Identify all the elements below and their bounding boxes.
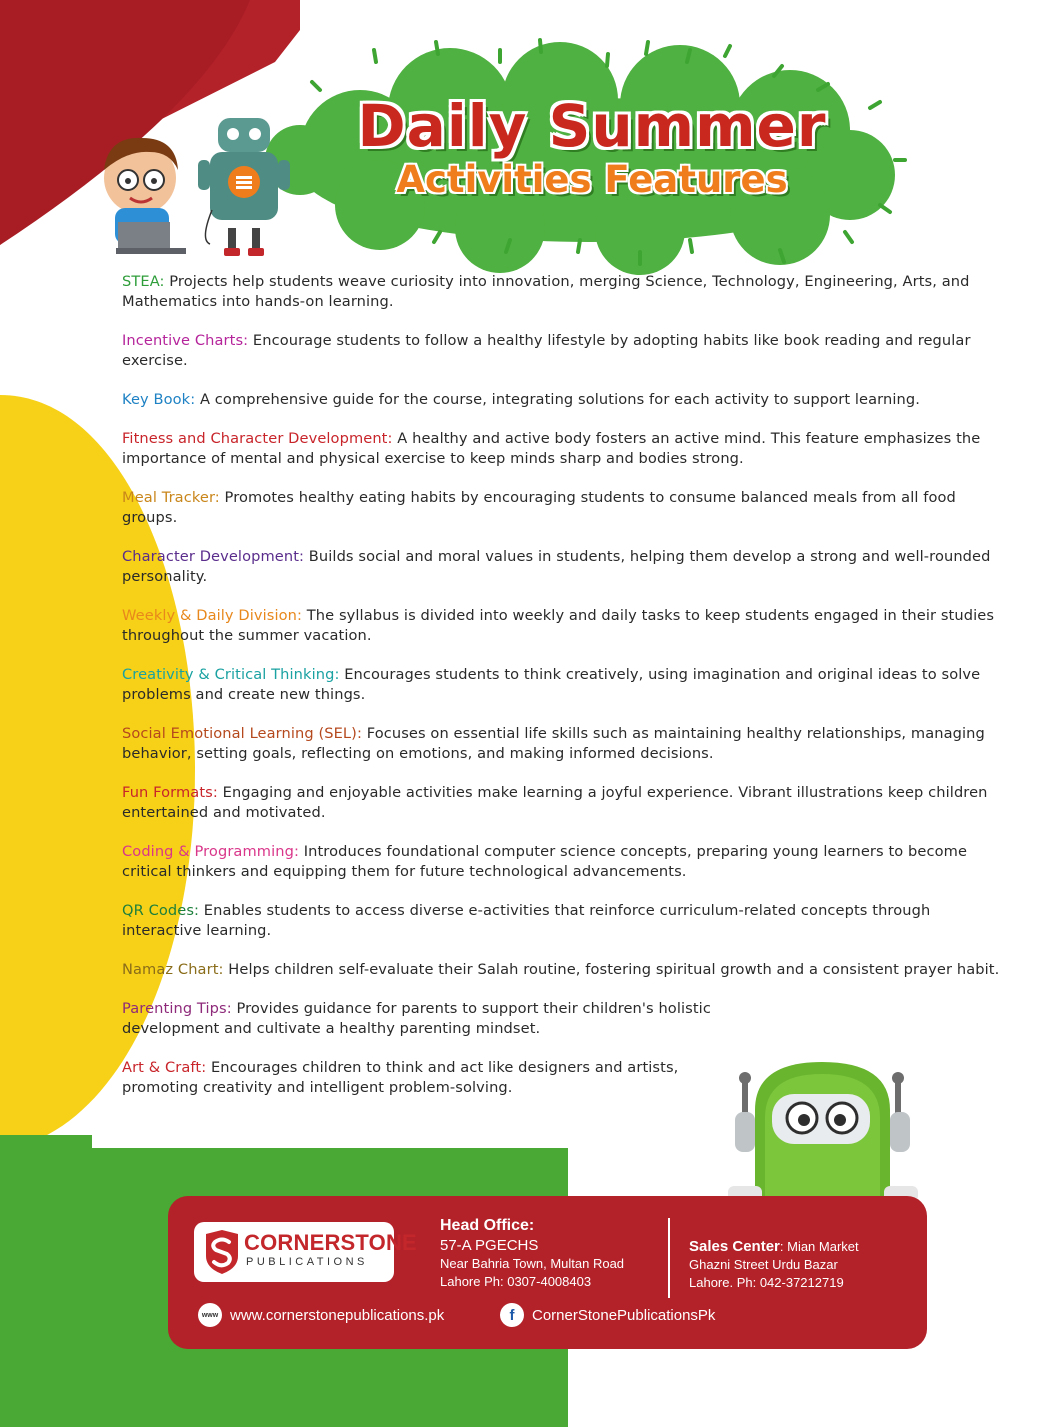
globe-icon: www — [198, 1303, 222, 1327]
sales-center — [689, 1238, 859, 1292]
feature-description: Builds social and moral values in students, helping them develop a strong and well-rounded personality. — [122, 548, 991, 585]
head-office — [440, 1216, 624, 1291]
feature-item — [122, 547, 1002, 587]
facebook-icon: f — [500, 1303, 524, 1327]
feature-name: Coding & Programming: — [122, 843, 299, 860]
feature-list — [122, 272, 1002, 1117]
feature-item — [122, 724, 1002, 764]
shield-logo-icon — [202, 1228, 242, 1276]
feature-item — [122, 429, 1002, 469]
feature-item — [122, 488, 1002, 528]
head-office-line-3: Lahore Ph: 0307-4008403 — [440, 1274, 592, 1289]
head-office-line-2: Near Bahria Town, Multan Road — [440, 1256, 625, 1271]
head-office-line-1: 57-A PGECHS — [440, 1237, 539, 1254]
feature-item — [122, 665, 1002, 705]
title-line-1: Daily Summer — [357, 92, 827, 160]
publisher-logo — [194, 1222, 417, 1282]
feature-description: Engaging and enjoyable activities make learning a joyful experience. Vibrant illustrations keep children entertained and motivated. — [122, 784, 988, 821]
footer-divider — [668, 1218, 670, 1298]
feature-name: Key Book: — [122, 391, 196, 408]
logo-subtext: PUBLICATIONS — [246, 1256, 368, 1268]
feature-item — [122, 1058, 742, 1098]
feature-name: Fun Formats: — [122, 784, 218, 801]
feature-name: STEA: — [122, 273, 165, 290]
feature-name: Incentive Charts: — [122, 332, 249, 349]
title-line-2: Activities Features — [396, 158, 788, 201]
feature-name: Art & Craft: — [122, 1059, 207, 1076]
feature-item — [122, 901, 1002, 941]
website-text[interactable]: www.cornerstonepublications.pk — [230, 1306, 445, 1324]
sales-center-line-2: Ghazni Street Urdu Bazar — [689, 1257, 838, 1272]
feature-description: A comprehensive guide for the course, integrating solutions for each activity to support learning. — [195, 391, 920, 408]
feature-description: Enables students to access diverse e-activities that reinforce curriculum-related concepts through interactive learning. — [122, 902, 931, 939]
website-link[interactable] — [198, 1303, 444, 1327]
feature-item — [122, 960, 1002, 980]
feature-name: Character Development: — [122, 548, 305, 565]
feature-description: Focuses on essential life skills such as maintaining healthy relationships, managing behavior, setting goals, reflecting on emotions, and making informed decisions. — [122, 725, 985, 762]
logo-text: CORNERSTONE — [244, 1230, 417, 1255]
feature-item — [122, 272, 1002, 312]
feature-item — [122, 606, 1002, 646]
feature-description: Promotes healthy eating habits by encouraging students to consume balanced meals from all food groups. — [122, 489, 956, 526]
feature-name: Social Emotional Learning (SEL): — [122, 725, 362, 742]
feature-description: The syllabus is divided into weekly and daily tasks to keep students engaged in their studies throughout the summer vacation. — [122, 607, 995, 644]
feature-description: A healthy and active body fosters an active mind. This feature emphasizes the importance of mental and physical exercise to keep minds sharp and bodies strong. — [122, 430, 981, 467]
feature-description: Encourages children to think and act like designers and artists, promoting creativity and intelligent problem-solving. — [122, 1059, 679, 1096]
title-block — [332, 92, 852, 202]
feature-description: Introduces foundational computer science concepts, preparing young learners to become critical thinkers and equipping them for future technological advancements. — [122, 843, 968, 880]
feature-name: Parenting Tips: — [122, 1000, 232, 1017]
feature-item — [122, 390, 1002, 410]
feature-description: Encourages students to think creatively, using imagination and original ideas to solve problems and create new things. — [122, 666, 981, 703]
boy-character — [104, 138, 186, 254]
feature-name: QR Codes: — [122, 902, 200, 919]
sales-center-line-1: : Mian Market — [779, 1239, 859, 1254]
sales-center-line-3: Lahore. Ph: 042-37212719 — [689, 1275, 844, 1290]
feature-description: Provides guidance for parents to support their children's holistic development and cultivate a healthy parenting mindset. — [122, 1000, 711, 1037]
head-office-label: Head Office: — [440, 1217, 535, 1234]
feature-name: Creativity & Critical Thinking: — [122, 666, 340, 683]
feature-name: Weekly & Daily Division: — [122, 607, 303, 624]
feature-description: Helps children self-evaluate their Salah routine, fostering spiritual growth and a consistent prayer habit. — [223, 961, 1000, 978]
facebook-text[interactable]: CornerStonePublicationsPk — [532, 1306, 716, 1324]
feature-name: Fitness and Character Development: — [122, 430, 393, 447]
feature-description: Projects help students weave curiosity into innovation, merging Science, Technology, Engineering, Arts, and Mathematics into hands-on learning. — [122, 273, 970, 310]
footer-panel — [168, 1196, 927, 1349]
facebook-link[interactable] — [500, 1303, 715, 1327]
feature-description: Encourage students to follow a healthy lifestyle by adopting habits like book reading and regular exercise. — [122, 332, 971, 369]
feature-item — [122, 331, 1002, 371]
feature-name: Meal Tracker: — [122, 489, 220, 506]
feature-item — [122, 842, 1002, 882]
feature-item — [122, 999, 742, 1039]
feature-item — [122, 783, 1002, 823]
feature-name: Namaz Chart: — [122, 961, 224, 978]
sales-center-label: Sales Center — [689, 1238, 780, 1255]
